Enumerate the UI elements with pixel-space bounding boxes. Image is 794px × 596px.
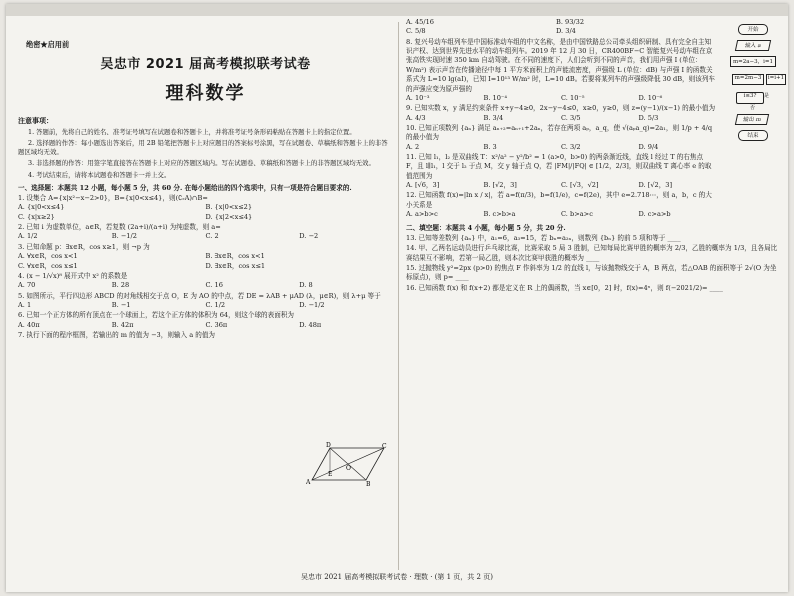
question-stem: 2. 已知 i 为虚数单位，a∈R，若复数 (2a+i)/(a+i) 为纯虚数，则 a= bbox=[18, 223, 221, 232]
question-options bbox=[406, 114, 716, 123]
flowchart bbox=[728, 24, 784, 164]
notice-item: 3. 非选择题的作答：用签字笔直接答在答题卡上对应的答题区域内。写在试题卷、草稿纸和答题卡上的非答题区域均无效。 bbox=[28, 159, 375, 168]
option: D. 9/4 bbox=[638, 142, 659, 151]
top-strip bbox=[6, 4, 788, 16]
question-stem: 8. 复兴号动车组列车是中国标准动车组的中文名称，是由中国铁路总公司牵头组织研制、具有完全自主知识产权、达到世界先进水平的动车组列车。2019 年 12 月 30 日，CR400BF−C 智能复兴号动车组在京张高铁实现时速 350 km 自动驾驶。在不同的速度下，人们会听到不同的声音，我们用声强 I (单位：W/m²) 表示声音在传播途径中每 1 平方米面积上的声能流密度，声强级 L (单位：dB) 与声强 I 的函数关系式为 L=10 lg(aI)，已知 I=10¹³ W/m² 时，L=10 dB。若要将某列车的声强级降低 30 dB，则该列车的声强应变为原声强的 bbox=[406, 37, 716, 93]
option: C. 16 bbox=[205, 281, 223, 290]
option: B. c>b>a bbox=[483, 210, 516, 219]
question bbox=[406, 104, 716, 123]
question-stem: 6. 已知一个正方体的所有顶点在一个球面上，若这个正方体的体积为 64，则这个球的表面积为 bbox=[18, 311, 295, 320]
question bbox=[406, 191, 716, 219]
option: A. 10⁻³ bbox=[406, 93, 430, 102]
option: A. 70 bbox=[18, 281, 36, 290]
option: D. ∃x∈R，cos x≤1 bbox=[205, 261, 266, 270]
exam-page bbox=[6, 4, 788, 592]
question-options bbox=[406, 143, 716, 152]
option: C. {x|x≥2} bbox=[18, 212, 55, 221]
option: D. [√2，3] bbox=[638, 181, 673, 190]
option: D. 48π bbox=[299, 320, 322, 329]
question-stem: 5. 如图所示，平行四边形 ABCD 的对角线相交于点 O，E 为 AO 的中点，若 DE = λAB + μAD (λ，μ∈R)，则 λ+μ 等于 bbox=[18, 291, 381, 300]
subject-title: 理科数学 bbox=[165, 82, 246, 104]
question-stem: 4. (x − 1/√x)⁸ 展开式中 x² 的系数是 bbox=[18, 271, 128, 280]
q7-options bbox=[406, 18, 706, 37]
notice-item: 1. 答题前，先将自己的姓名、准考证号填写在试题卷和答题卡上，并将准考证号条形码粘贴在答题卡上的指定位置。 bbox=[28, 128, 356, 137]
question-options bbox=[18, 301, 393, 310]
label-e: E bbox=[328, 471, 333, 478]
option: D. {x|2<x≤4} bbox=[205, 212, 253, 221]
label-o: O bbox=[346, 465, 351, 472]
label-b: B bbox=[366, 481, 371, 486]
question-stem: 1. 设集合 A={x|x²−x−2>0}，B={x|0<x≤4}，则(∁ᵣA)∩B= bbox=[18, 193, 208, 202]
question bbox=[18, 194, 393, 222]
option: B. 42π bbox=[111, 320, 134, 329]
option: B. 10⁻⁴ bbox=[483, 93, 508, 102]
question bbox=[18, 243, 393, 271]
flow-start: 开始 bbox=[738, 24, 768, 35]
option: A. [√6，3] bbox=[406, 181, 440, 190]
question-stem: 7. 执行下面的程序框图，若输出的 m 的值为 −3，则输入 a 的值为 bbox=[18, 331, 216, 340]
option: A. 1 bbox=[18, 300, 32, 309]
option: D. 5/3 bbox=[638, 113, 659, 122]
option: B. −1 bbox=[111, 300, 131, 309]
question bbox=[406, 153, 716, 190]
question bbox=[18, 331, 393, 340]
option: B. 28 bbox=[111, 281, 130, 290]
option: C. 3/5 bbox=[561, 113, 581, 122]
option: A. a>b>c bbox=[406, 210, 438, 219]
option: A. 2 bbox=[406, 142, 420, 151]
parallelogram-diagram bbox=[306, 442, 388, 486]
column-divider bbox=[398, 22, 399, 570]
exam-title: 吴忠市 2021 届高考模拟联考试卷 bbox=[100, 57, 311, 73]
flow-update-i: i=i+1 bbox=[766, 74, 786, 85]
fill-questions bbox=[406, 234, 780, 293]
option: B. {x|0<x≤2} bbox=[205, 203, 253, 212]
option: A. 45/16 bbox=[406, 18, 434, 26]
notice-item: 4. 考试结束后，请将本试题卷和答题卡一并上交。 bbox=[28, 170, 171, 179]
label-d: D bbox=[326, 442, 331, 449]
option: A. 4/3 bbox=[406, 113, 426, 122]
flow-update-m: m=2m−3 bbox=[732, 74, 764, 85]
fill-question: 15. 过抛物线 y²=2px (p>0) 的焦点 F 作斜率为 1/2 的直线 l，与该抛物线交于 A，B 两点，若△OAB 的面积等于 2√(O 为坐标原点)，则 p= ____ bbox=[406, 263, 777, 282]
question-stem: 12. 已知函数 f(x)=|ln x / x|，若 a=f(π/3)，b=f(1/e)，c=f(2e)，其中 e=2.718⋯，则 a，b，c 的大小关系是 bbox=[406, 191, 712, 209]
question-stem: 10. 已知正项数列 {aₙ} 满足 aₙ₊₂=aₙ₊₁+2aₙ，若存在两项 aₚ，a_q，使 √(aₚa_q)=2a₁，则 1/p + 4/q 的最小值为 bbox=[406, 123, 713, 142]
fill-question: 16. 已知函数 f(x) 和 f(x+2) 都是定义在 R 上的偶函数，当 x∈[0，2] 时，f(x)=4ˣ，则 f(−2021/2)= ____ bbox=[406, 283, 723, 292]
page-footer: 吴忠市 2021 届高考模拟联考试卷 · 理数 · (第 1 页，共 2 页) bbox=[301, 573, 493, 581]
option: C. [√3，√2] bbox=[561, 181, 599, 190]
option: C. 3/2 bbox=[561, 142, 581, 151]
question bbox=[18, 311, 393, 330]
flow-init: m=2a−3，i=1 bbox=[730, 56, 776, 67]
option: B. 3 bbox=[483, 142, 497, 151]
option: C. 1/2 bbox=[205, 300, 226, 309]
question-options bbox=[406, 181, 716, 190]
fill-question: 13. 已知等差数列 {aₙ} 中，a₁=6，a₃=15，若 bₙ=a₂ₙ，则数列 {bₙ} 的前 5 项和等于 ____ bbox=[406, 233, 681, 242]
option: D. −1/2 bbox=[299, 300, 325, 309]
label-a: A bbox=[306, 479, 311, 486]
question-options bbox=[18, 203, 393, 222]
left-column bbox=[18, 18, 393, 341]
option: B. ∃x∈R，cos x<1 bbox=[205, 252, 265, 261]
option: C. 36π bbox=[205, 320, 228, 329]
question-options bbox=[406, 94, 716, 103]
flow-output: 输出 m bbox=[735, 114, 769, 125]
option: C. b>a>c bbox=[561, 210, 593, 219]
option: D. −2 bbox=[299, 232, 319, 241]
right-column bbox=[406, 18, 780, 294]
question bbox=[18, 272, 393, 291]
question-options bbox=[18, 252, 393, 271]
notice-block bbox=[18, 116, 393, 179]
option: B. [√2，3] bbox=[483, 181, 517, 190]
option: A. {x|0<x≤4} bbox=[18, 203, 65, 212]
question bbox=[406, 124, 716, 152]
question-options bbox=[18, 281, 393, 290]
option: D. 8 bbox=[299, 281, 313, 290]
option: C. ∀x∈R，cos x≤1 bbox=[18, 261, 78, 270]
option: D. 3/4 bbox=[556, 27, 576, 36]
section-heading-fill: 二、填空题：本题共 4 小题，每小题 5 分，共 20 分. bbox=[406, 223, 566, 232]
right-questions bbox=[406, 38, 716, 220]
option: A. ∀x∈R，cos x<1 bbox=[18, 252, 78, 261]
option: A. 40π bbox=[18, 320, 40, 329]
fill-question: 14. 甲、乙两名运动员进行乒乓球比赛，比赛采取 5 局 3 胜制，已知每局比赛甲胜的概率为 2/3，乙胜的概率为 1/3，且各局比赛结果互不影响，若第一局乙胜，则本次比赛甲获胜的概率为 ____ bbox=[406, 244, 778, 262]
label-c: C bbox=[382, 443, 387, 450]
flow-yes: 是 bbox=[764, 93, 770, 99]
question-options bbox=[18, 321, 393, 330]
flow-no: 否 bbox=[750, 105, 756, 111]
option: B. 93/32 bbox=[556, 18, 585, 26]
section-heading-choice: 一、选择题：本题共 12 小题，每小题 5 分，共 60 分. 在每小题给出的四个选项中，只有一项是符合题目要求的. bbox=[18, 183, 352, 192]
question bbox=[406, 38, 716, 104]
option: D. c>a>b bbox=[638, 210, 671, 219]
option: D. 10⁻⁶ bbox=[638, 93, 663, 102]
flow-input: 输入 a bbox=[735, 40, 771, 51]
option: C. 10⁻⁵ bbox=[561, 93, 585, 102]
flow-condition: i≤3? bbox=[736, 92, 764, 104]
option: B. −1/2 bbox=[111, 232, 137, 241]
question bbox=[18, 223, 393, 242]
option: C. 2 bbox=[205, 232, 219, 241]
option: A. 1/2 bbox=[18, 232, 38, 241]
question-stem: 11. 已知 l₁，l₂ 是双曲线 T：x²/a² − y²/b² = 1 (a>0，b>0) 的两条渐近线，直线 l 经过 T 的右焦点 F，且 l∥l₁，l 交于 l₂ 于点 M，交 y 轴于点 Q，若 |FM|/|FQ| ∈ [1/2，2/3]，则双曲线 T 离心率 e 的取值范围为 bbox=[406, 153, 712, 180]
option: B. 3/4 bbox=[483, 113, 504, 122]
secret-label: 绝密★启用前 bbox=[26, 40, 70, 49]
question-options bbox=[18, 232, 393, 241]
left-questions bbox=[18, 194, 393, 340]
notice-item: 2. 选择题的作答：每小题选出答案后，用 2B 铅笔把答题卡上对应题目的答案标号涂黑，写在试题卷、草稿纸和答题卡上的非答题区域均无效。 bbox=[18, 139, 388, 157]
question bbox=[18, 292, 393, 311]
question-options bbox=[406, 210, 716, 219]
question-stem: 9. 已知实数 x，y 满足约束条件 x+y−4≥0，2x−y−4≤0，x≥0，y≥0，则 z=(y−1)/(x−1) 的最小值为 bbox=[406, 104, 716, 113]
option: C. 5/8 bbox=[406, 27, 426, 36]
question-stem: 3. 已知命题 p：∃x∈R，cos x≥1，则 ¬p 为 bbox=[18, 242, 150, 251]
notice-title: 注意事项： bbox=[18, 116, 53, 126]
flow-end: 结束 bbox=[738, 130, 768, 141]
